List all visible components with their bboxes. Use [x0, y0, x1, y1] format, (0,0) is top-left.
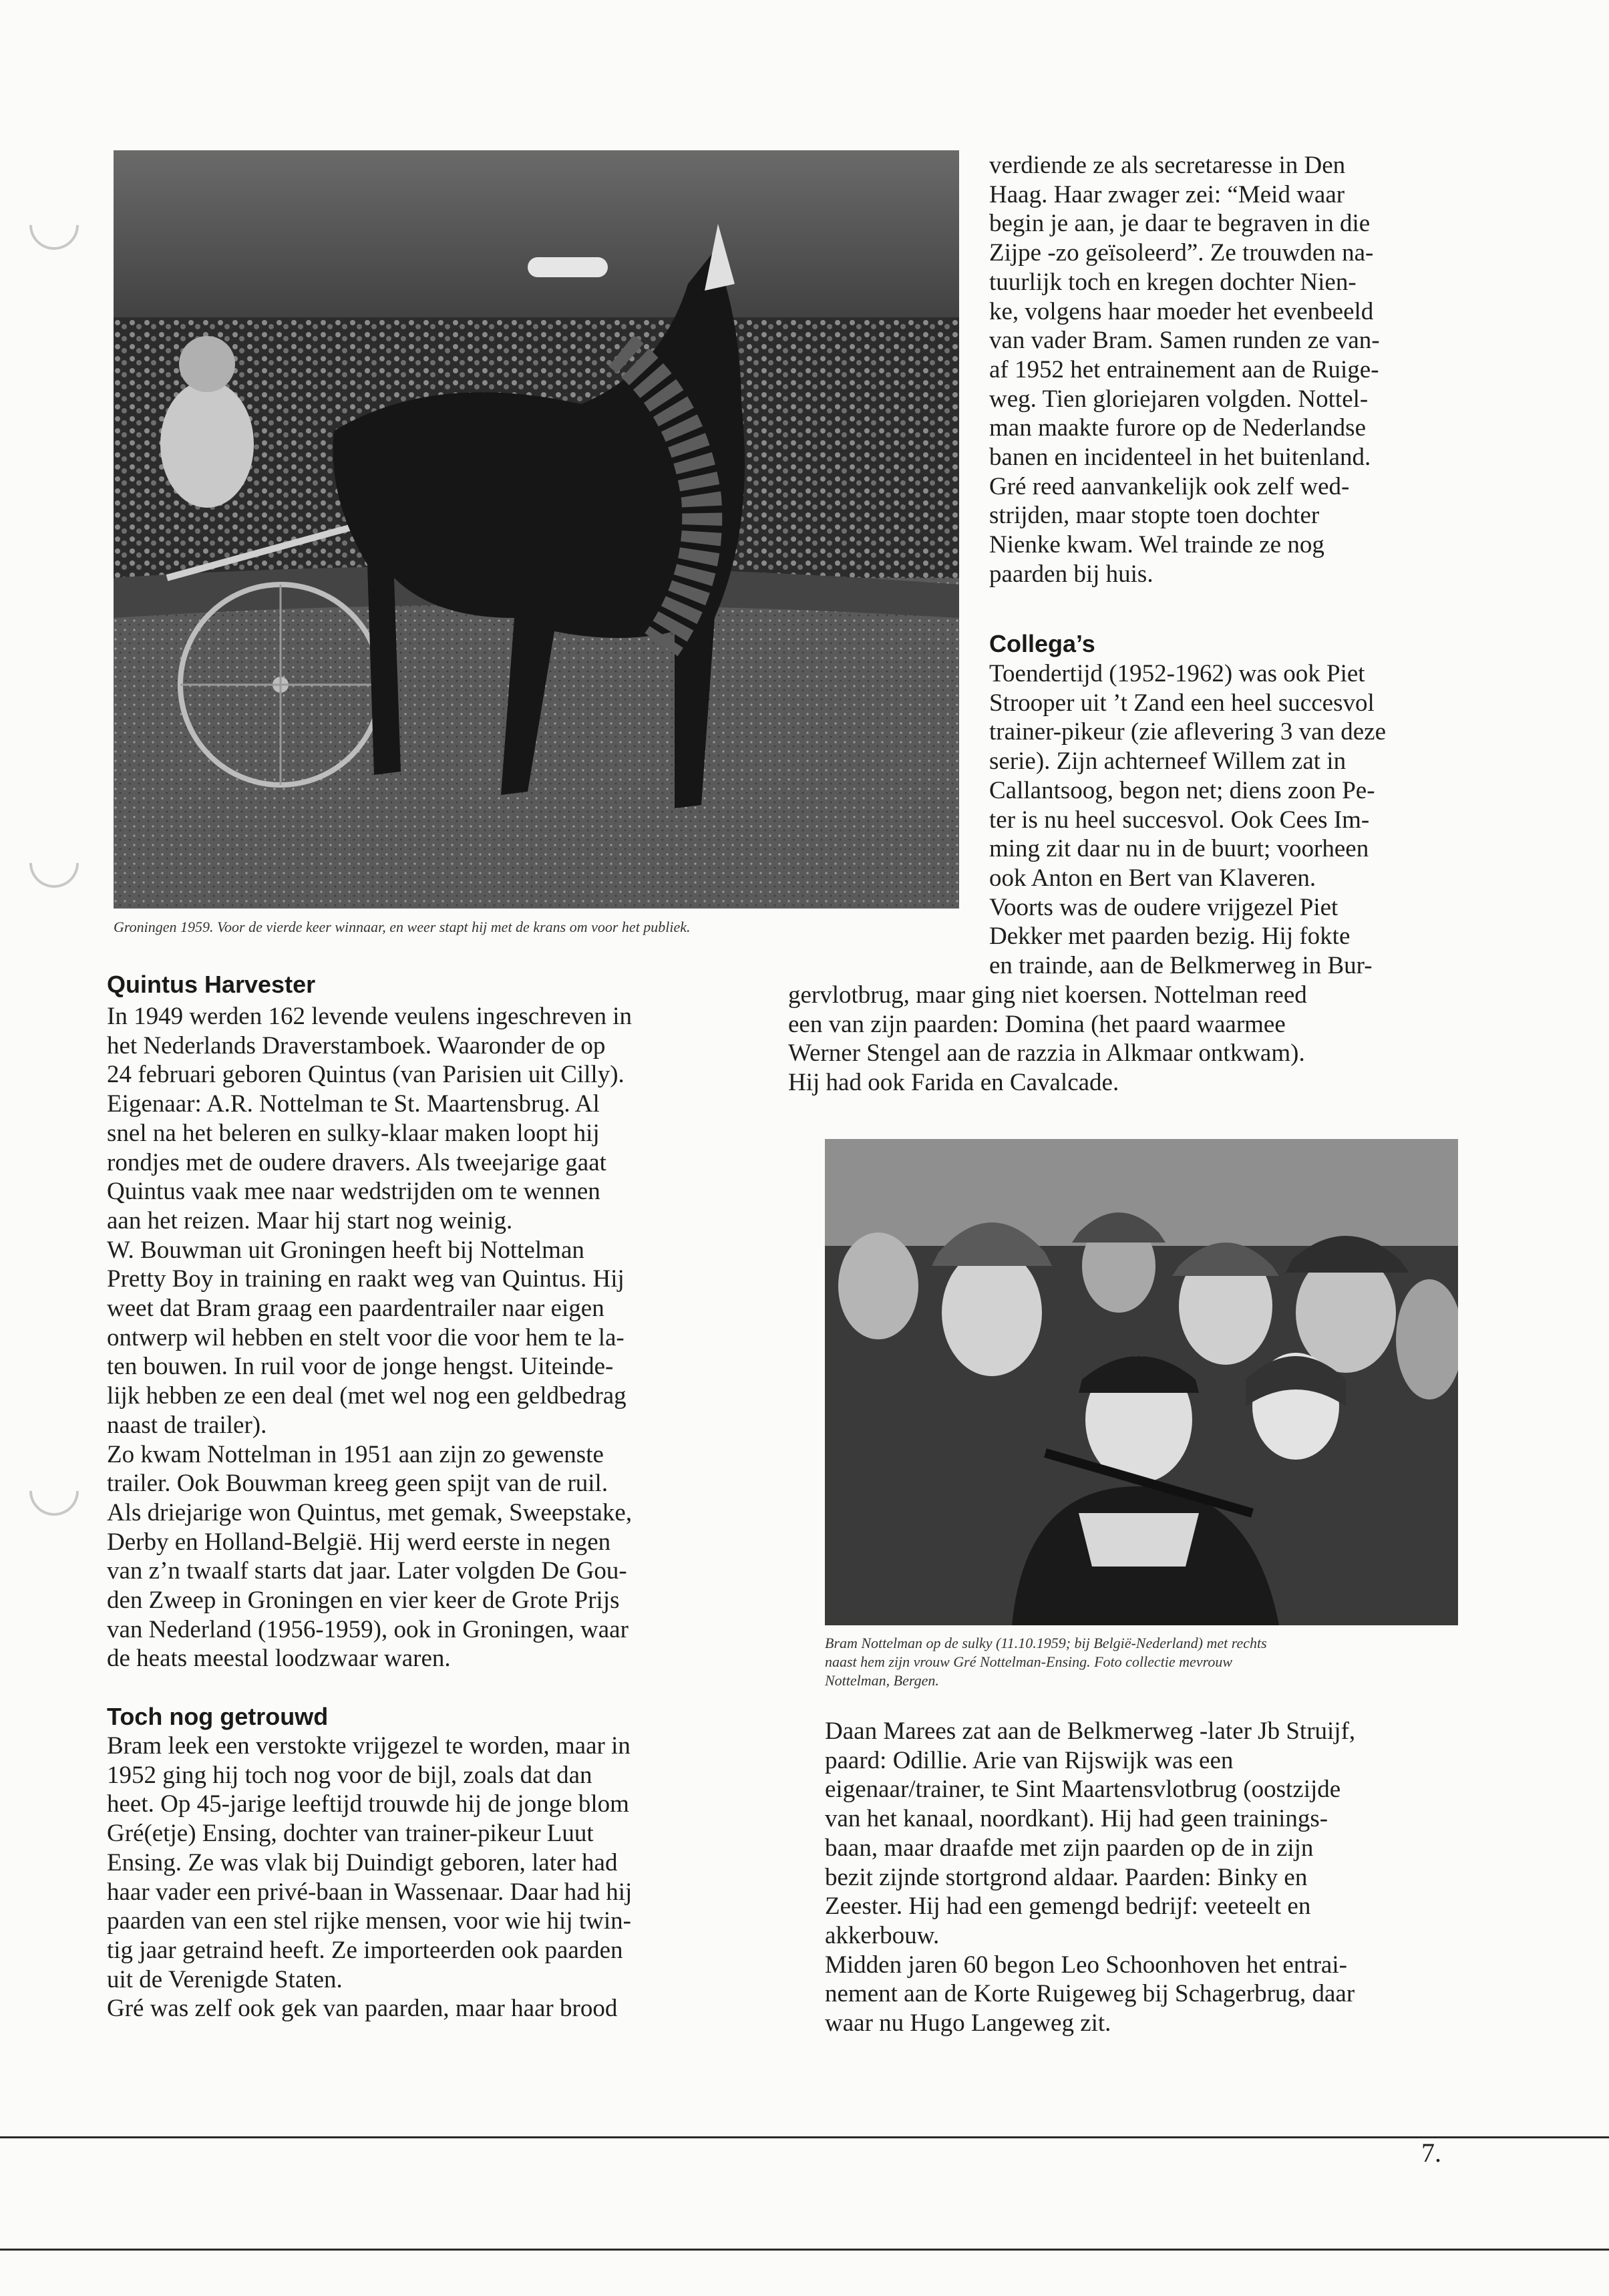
text-line: Werner Stengel aan de razzia in Alkmaar ontkwam). [788, 1039, 1305, 1068]
text-line: weet dat Bram graag een paardentrailer naar eigen [107, 1295, 604, 1323]
photo-jockey-crowd [825, 1139, 1458, 1625]
text-line: paarden bij huis. [989, 560, 1153, 588]
text-line: trailer. Ook Bouwman kreeg geen spijt van de ruil. [107, 1470, 608, 1498]
page-number: 7. [1421, 2138, 1441, 2168]
crowd-photo-illustration [825, 1139, 1458, 1625]
right-intro-paragraph [989, 151, 1380, 589]
text-line: Daan Marees zat aan de Belkmerweg -later Jb Struijf, [825, 1717, 1356, 1745]
getrouwd-paragraph [107, 1732, 632, 2023]
text-line: eigenaar/trainer, te Sint Maartensvlotbrug (oostzijde [825, 1776, 1341, 1804]
text-line: waar nu Hugo Langeweg zit. [825, 2009, 1111, 2037]
binder-hole-mark [19, 1456, 90, 1526]
text-line: Gré was zelf ook gek van paarden, maar haar brood [107, 1995, 618, 2023]
text-line: trainer-pikeur (zie aflevering 3 van deze [989, 718, 1387, 746]
text-line: Gré(etje) Ensing, dochter van trainer-pikeur Luut [107, 1820, 594, 1848]
text-line: Voorts was de oudere vrijgezel Piet [989, 893, 1338, 921]
text-line: bezit zijnde stortgrond aldaar. Paarden: Binky en [825, 1863, 1308, 1891]
text-line: begin je aan, je daar te begraven in die [989, 210, 1371, 238]
text-line: verdiende ze als secretaresse in Den [989, 152, 1346, 179]
text-line: serie). Zijn achterneef Willem zat in [989, 748, 1347, 776]
text-line: Zeester. Hij had een gemengd bedrijf: veeteelt en [825, 1893, 1311, 1921]
text-line: den Zweep in Groningen en vier keer de Grote Prijs [107, 1587, 620, 1615]
binder-hole-mark [19, 190, 90, 261]
text-line: ke, volgens haar moeder het evenbeeld [989, 297, 1374, 325]
text-line: een van zijn paarden: Domina (het paard waarmee [788, 1010, 1286, 1038]
text-line: paarden van een stel rijke mensen, voor wie hij twin- [107, 1907, 631, 1935]
text-line: Derby en Holland-België. Hij werd eerste in negen [107, 1528, 611, 1556]
caption-line: naast hem zijn vrouw Gré Nottelman-Ensing. Foto collectie mevrouw [825, 1653, 1233, 1670]
text-line: Haag. Haar zwager zei: “Meid waar [989, 180, 1345, 208]
footer-rule-top [0, 2136, 1609, 2138]
bottom-right-paragraph [825, 1717, 1355, 2038]
text-line: Pretty Boy in training en raakt weg van Quintus. Hij [107, 1265, 624, 1293]
text-line: Zo kwam Nottelman in 1951 aan zijn zo gewenste [107, 1440, 604, 1468]
text-line: van z’n twaalf starts dat jaar. Later volgden De Gou- [107, 1557, 627, 1585]
text-line: van het kanaal, noordkant). Hij had geen trainings- [825, 1805, 1328, 1833]
binder-hole-mark [19, 828, 90, 898]
text-line: banen en incidenteel in het buitenland. [989, 444, 1371, 472]
text-line: af 1952 het entrainement aan de Ruige- [989, 355, 1379, 383]
text-line: Strooper uit ’t Zand een heel succesvol [989, 689, 1375, 717]
text-line: strijden, maar stopte toen dochter [989, 502, 1320, 530]
text-line: Quintus vaak mee naar wedstrijden om te wennen [107, 1178, 600, 1206]
text-line: tuurlijk toch en kregen dochter Nien- [989, 268, 1357, 296]
quintus-paragraph [107, 1002, 632, 1673]
text-line: Ensing. Ze was vlak bij Duindigt geboren, later had [107, 1848, 618, 1876]
footer-rule-bottom [0, 2249, 1609, 2251]
text-line: Zijpe -zo geïsoleerd”. Ze trouwden na- [989, 239, 1374, 267]
text-line: Nienke kwam. Wel trainde ze nog [989, 531, 1324, 559]
text-line: akkerbouw. [825, 1921, 940, 1949]
caption-line: Bram Nottelman op de sulky (11.10.1959; bij België-Nederland) met rechts [825, 1635, 1267, 1651]
text-line: baan, maar draafde met zijn paarden op de in zijn [825, 1834, 1314, 1862]
text-line: Bram leek een verstokte vrijgezel te worden, maar in [107, 1732, 631, 1760]
text-line: aan het reizen. Maar hij start nog weinig. [107, 1206, 513, 1235]
text-line: van vader Bram. Samen runden ze van- [989, 327, 1380, 355]
text-line: man maakte furore op de Nederlandse [989, 414, 1366, 442]
text-line: Hij had ook Farida en Cavalcade. [788, 1069, 1119, 1097]
text-line: Midden jaren 60 begon Leo Schoonhoven het entrai- [825, 1951, 1347, 1979]
text-line: gervlotbrug, maar ging niet koersen. Nottelman reed [788, 981, 1307, 1009]
text-line: snel na het beleren en sulky-klaar maken loopt hij [107, 1119, 600, 1147]
text-line: uit de Verenigde Staten. [107, 1965, 343, 1993]
text-line: Eigenaar: A.R. Nottelman te St. Maartensbrug. Al [107, 1090, 600, 1118]
text-line: het Nederlands Draverstamboek. Waaronder de op [107, 1031, 606, 1059]
photo-horse-winner [114, 150, 959, 909]
text-line: 1952 ging hij toch nog voor de bijl, zoals dat dan [107, 1761, 592, 1789]
text-line: Callantsoog, begon net; diens zoon Pe- [989, 776, 1375, 804]
text-line: haar vader een privé-baan in Wassenaar. Daar had hij [107, 1878, 633, 1906]
text-line: tig jaar getraind heeft. Ze importeerden ook paarden [107, 1936, 623, 1964]
text-line: ontwerp wil hebben en stelt voor die voor hem te la- [107, 1323, 624, 1351]
text-line: Gré reed aanvankelijk ook zelf wed- [989, 472, 1350, 500]
text-line: ten bouwen. In ruil voor de jonge hengst. Uiteinde- [107, 1353, 614, 1381]
caption-line: Nottelman, Bergen. [825, 1672, 939, 1689]
text-line: lijk hebben ze een deal (met wel nog een geldbedrag [107, 1382, 627, 1410]
text-line: de heats meestal loodzwaar waren. [107, 1645, 451, 1673]
bottom-photo-caption [825, 1634, 1267, 1690]
text-line: van Nederland (1956-1959), ook in Groningen, waar [107, 1615, 629, 1643]
text-line: Dekker met paarden bezig. Hij fokte [989, 923, 1351, 951]
text-line: naast de trailer). [107, 1411, 267, 1439]
text-line: ook Anton en Bert van Klaveren. [989, 864, 1316, 892]
text-line: nement aan de Korte Ruigeweg bij Schagerbrug, daar [825, 1980, 1355, 2008]
text-line: en trainde, aan de Belkmerweg in Bur- [989, 952, 1373, 980]
text-line: weg. Tien gloriejaren volgden. Nottel- [989, 385, 1369, 413]
text-line: Als driejarige won Quintus, met gemak, Sweepstake, [107, 1498, 633, 1526]
text-line: In 1949 werden 162 levende veulens ingeschreven in [107, 1003, 632, 1030]
section-heading-toch-nog-getrouwd: Toch nog getrouwd [107, 1703, 329, 1730]
text-line: rondjes met de oudere dravers. Als tweejarige gaat [107, 1148, 606, 1176]
collegas-wide-paragraph [788, 981, 1307, 1098]
section-heading-collegas: Collega’s [989, 630, 1095, 657]
text-line: ming zit daar nu in de buurt; voorheen [989, 835, 1369, 863]
text-line: W. Bouwman uit Groningen heeft bij Nottelman [107, 1236, 584, 1264]
top-photo-caption: Groningen 1959. Voor de vierde keer winnaar, en weer stapt hij met de krans om voor het publiek. [114, 919, 691, 935]
collegas-paragraph [989, 659, 1386, 981]
text-line: Toendertijd (1952-1962) was ook Piet [989, 660, 1365, 687]
text-line: heet. Op 45-jarige leeftijd trouwde hij de jonge blom [107, 1790, 629, 1818]
text-line: ter is nu heel succesvol. Ook Cees Im- [989, 806, 1370, 834]
text-line: paard: Odillie. Arie van Rijswijk was een [825, 1746, 1234, 1774]
horse-photo-illustration [114, 150, 959, 909]
section-heading-quintus-harvester: Quintus Harvester [107, 971, 316, 998]
text-line: 24 februari geboren Quintus (van Parisien uit Cilly). [107, 1061, 624, 1089]
